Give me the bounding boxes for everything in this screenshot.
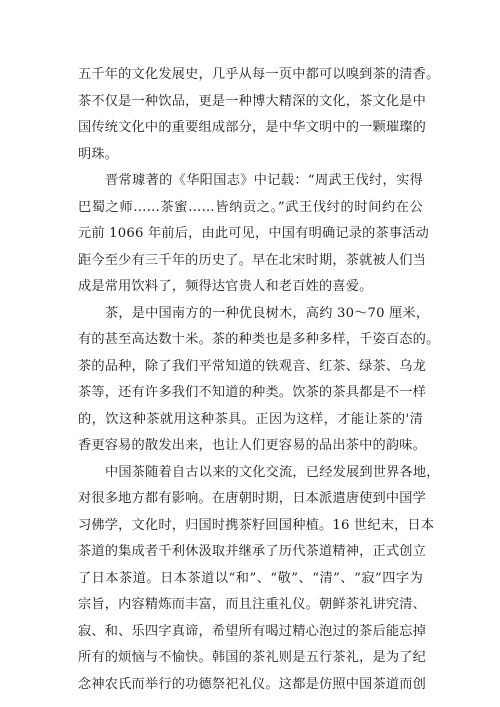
text-line: 习佛学，文化时，归国时携茶籽回国种植。16 世纪末，日本 (78, 517, 435, 533)
text-line: 茶的品种，除了我们平常知道的铁观音、红茶、绿茶、乌龙 (78, 358, 427, 374)
text-line: 有的甚至高达数十米。茶的种类也是多种多样，千姿百态的。 (78, 332, 440, 347)
text-line: 茶，是中国南方的一种优良树木，高约 30～70 厘米， (105, 305, 430, 321)
text-line: 巴蜀之师……茶蜜……皆纳贡之。”武王伐纣的时间约在公 (78, 199, 423, 215)
text-line: 香更容易的散发出来，也让人们更容易的品出茶中的韵味。 (78, 438, 427, 453)
text-line: 明珠。 (78, 146, 119, 162)
text-line: 茶等，还有许多我们不知道的种类。饮茶的茶具都是不一样 (78, 385, 427, 400)
text-line: 五千年的文化发展史，几乎从每一页中都可以嗅到茶的清香。 (78, 67, 440, 82)
paragraph (78, 168, 430, 301)
text-line: 茶道的集成者千利休汲取并继承了历代茶道精神，正式创立 (78, 544, 427, 559)
paragraph (78, 62, 440, 168)
text-line: 国传统文化中的重要组成部分，是中华文明中的一颗璀璨的 (78, 120, 427, 135)
text-line: 晋常璩著的《华阳国志》中记载：“周武王伐纣，实得 (105, 173, 423, 188)
text-line: 的，饮这种茶就用这种茶具。正因为这样，才能让茶的'清 (78, 411, 423, 427)
text-line: 所有的烦恼与不愉快。韩国的茶礼则是五行茶礼，是为了纪 (78, 650, 427, 665)
text-line: 中国茶随着自古以来的文化交流，已经发展到世界各地， (105, 464, 440, 480)
text-line: 成是常用饮料了，频得达官贵人和老百姓的喜爱。 (78, 279, 373, 294)
text-line: 宗旨，内容精炼而丰富，而且注重礼仪。朝鲜茶礼讲究清、 (78, 597, 427, 612)
paragraph (78, 301, 440, 460)
text-line: 茶不仅是一种饮品，更是一种博大精深的文化，茶文化是中 (78, 93, 427, 109)
document-page (78, 62, 440, 698)
text-line: 念神农氏而举行的功德祭祀礼仪。这都是仿照中国茶道而创 (78, 676, 427, 692)
text-line: 距今至少有三千年的历史了。早在北宋时期，茶就被人们当 (78, 252, 427, 268)
text-line: 寂、和、乐四字真谛，希望所有喝过精心泡过的茶后能忘掉 (78, 623, 427, 639)
document-body (78, 62, 440, 698)
paragraph (78, 460, 440, 699)
text-line: 对很多地方都有影响。在唐朝时期，日本派遣唐使到中国学 (78, 491, 427, 506)
text-line: 元前 1066 年前后，由此可见，中国有明确记录的茶事活动 (78, 226, 430, 241)
text-line: 了日本茶道。日本茶道以“和”、“敬”、“清”、“寂”四字为 (78, 570, 423, 586)
